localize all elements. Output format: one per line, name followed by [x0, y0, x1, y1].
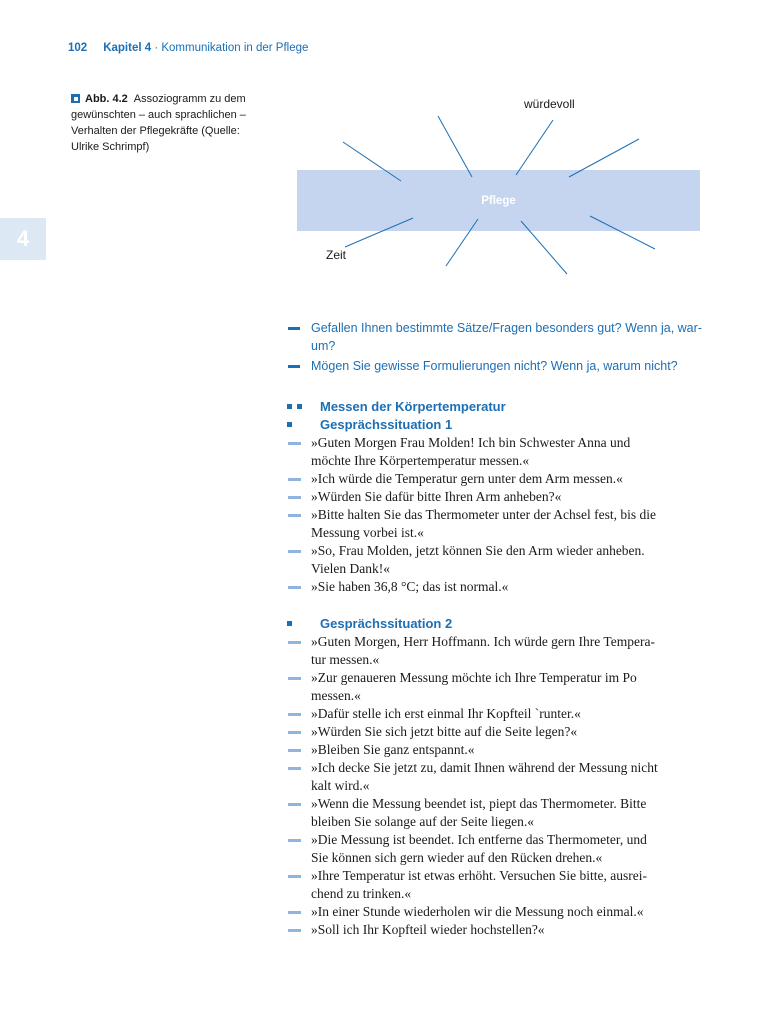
dash-bullet-icon — [288, 514, 301, 517]
dialogue-item — [287, 831, 727, 867]
dialogue-line: »So, Frau Molden, jetzt können Sie den Arm wieder anheben. — [311, 543, 645, 558]
dialogue-line: tur messen.« — [311, 652, 380, 667]
dash-bullet-icon — [288, 875, 301, 878]
dash-bullet-icon — [288, 767, 301, 770]
question-line: Mögen Sie gewisse Formulierungen nicht? Wenn ja, warum nicht? — [311, 359, 678, 373]
dialogue-item — [287, 488, 727, 506]
diagram-word-bottom-left: Zeit — [326, 248, 347, 262]
section-title: Messen der Körpertemperatur — [320, 399, 506, 414]
dialogue-line: »Ich würde die Temperatur gern unter dem Arm messen.« — [311, 471, 623, 486]
dialogue-item — [287, 434, 727, 470]
dash-bullet-icon — [288, 641, 301, 644]
section-heading — [287, 398, 727, 416]
dialogue-line: »Wenn die Messung beendet ist, piept das Thermometer. Bitte — [311, 796, 647, 811]
dialogue-line: »Soll ich Ihr Kopfteil wieder hochstellen?« — [311, 922, 545, 937]
square-bullet-icon — [287, 422, 292, 427]
diagram-center-label: Pflege — [481, 194, 516, 207]
header-separator: · — [151, 42, 162, 54]
dialogue-item — [287, 578, 727, 596]
dialogue-item — [287, 705, 727, 723]
chapter-title: Kommunikation in der Pflege — [161, 42, 309, 54]
dialogue-list-2 — [287, 633, 727, 939]
figure-label: Abb. 4.2 — [85, 93, 128, 105]
dialogue-line: chend zu trinken.« — [311, 886, 412, 901]
subsection-title: Gesprächssituation 1 — [320, 417, 453, 432]
dialogue-item — [287, 867, 727, 903]
dialogue-line: bleiben Sie solange auf der Seite liegen.« — [311, 814, 535, 829]
dialogue-line: »In einer Stunde wiederholen wir die Messung noch einmal.« — [311, 904, 644, 919]
dialogue-list-1 — [287, 434, 727, 596]
chapter-number: Kapitel 4 — [103, 42, 152, 54]
dialogue-item — [287, 470, 727, 488]
dialogue-line: möchte Ihre Körpertemperatur messen.« — [311, 453, 530, 468]
dash-bullet-icon — [288, 731, 301, 734]
section-temperature — [287, 398, 727, 596]
dialogue-item — [287, 921, 727, 939]
dialogue-line: Messung vorbei ist.« — [311, 525, 424, 540]
dash-bullet-icon — [288, 586, 301, 589]
dialogue-line: »Die Messung ist beendet. Ich entferne das Thermometer, und — [311, 832, 647, 847]
dialogue-item — [287, 669, 727, 705]
diagram-word-top: würdevoll — [524, 97, 575, 111]
dash-bullet-icon — [288, 327, 300, 330]
dash-bullet-icon — [288, 749, 301, 752]
dash-bullet-icon — [288, 550, 301, 553]
square-bullet-icon — [287, 621, 292, 626]
dialogue-item — [287, 903, 727, 921]
dialogue-line: »Bitte halten Sie das Thermometer unter der Achsel fest, bis die — [311, 507, 657, 522]
figure-caption-text: Assoziogramm zu dem gewünschten – auch sprachlichen – Verhalten der Pflegekräfte (Quelle: Ulrike Schrimpf) — [71, 93, 246, 153]
dialogue-item — [287, 723, 727, 741]
dialogue-line: »Ich decke Sie jetzt zu, damit Ihnen während der Messung nicht — [311, 760, 658, 775]
question-line: um? — [311, 339, 336, 353]
dialogue-line: Sie können sich gern wieder auf den Rücken drehen.« — [311, 850, 603, 865]
dash-bullet-icon — [288, 442, 301, 445]
question-item — [287, 357, 727, 375]
square-bullet-icon — [287, 404, 292, 409]
dash-bullet-icon — [288, 839, 301, 842]
dialogue-line: »Ihre Temperatur ist etwas erhöht. Versuchen Sie bitte, ausrei- — [311, 868, 647, 883]
dialogue-line: »Bleiben Sie ganz entspannt.« — [311, 742, 475, 757]
question-line: Gefallen Ihnen bestimmte Sätze/Fragen besonders gut? Wenn ja, war- — [311, 321, 702, 335]
subsection-heading — [287, 416, 727, 434]
dialogue-item — [287, 795, 727, 831]
dialogue-line: kalt wird.« — [311, 778, 370, 793]
page-number: 102 — [68, 42, 88, 54]
dialogue-item — [287, 759, 727, 795]
association-diagram — [0, 0, 768, 300]
dialogue-line: »Würden Sie sich jetzt bitte auf die Seite legen?« — [311, 724, 578, 739]
dash-bullet-icon — [288, 803, 301, 806]
dialogue-line: »Guten Morgen, Herr Hoffmann. Ich würde gern Ihre Tempera- — [311, 634, 655, 649]
dash-bullet-icon — [288, 365, 300, 368]
dash-bullet-icon — [288, 478, 301, 481]
question-list — [287, 319, 727, 377]
ray — [516, 120, 553, 175]
question-item — [287, 319, 727, 355]
dialogue-line: messen.« — [311, 688, 361, 703]
dialogue-line: »Sie haben 36,8 °C; das ist normal.« — [311, 579, 509, 594]
dialogue-line: »Guten Morgen Frau Molden! Ich bin Schwester Anna und — [311, 435, 631, 450]
dialogue-item — [287, 633, 727, 669]
square-bullet-icon — [297, 404, 302, 409]
dialogue-line: »Dafür stelle ich erst einmal Ihr Kopfteil `runter.« — [311, 706, 581, 721]
dash-bullet-icon — [288, 929, 301, 932]
dash-bullet-icon — [288, 713, 301, 716]
dash-bullet-icon — [288, 911, 301, 914]
dialogue-line: Vielen Dank!« — [311, 561, 391, 576]
ray — [438, 116, 472, 177]
dash-bullet-icon — [288, 677, 301, 680]
dialogue-item — [287, 741, 727, 759]
dialogue-line: »Würden Sie dafür bitte Ihren Arm anheben?« — [311, 489, 562, 504]
dash-bullet-icon — [288, 496, 301, 499]
dialogue-item — [287, 506, 727, 542]
section-situation-2 — [287, 615, 727, 939]
dialogue-line: »Zur genaueren Messung möchte ich Ihre Temperatur im Po — [311, 670, 637, 685]
subsection-title: Gesprächssituation 2 — [320, 616, 453, 631]
subsection-heading — [287, 615, 727, 633]
chapter-tab: 4 — [0, 218, 46, 260]
dialogue-item — [287, 542, 727, 578]
